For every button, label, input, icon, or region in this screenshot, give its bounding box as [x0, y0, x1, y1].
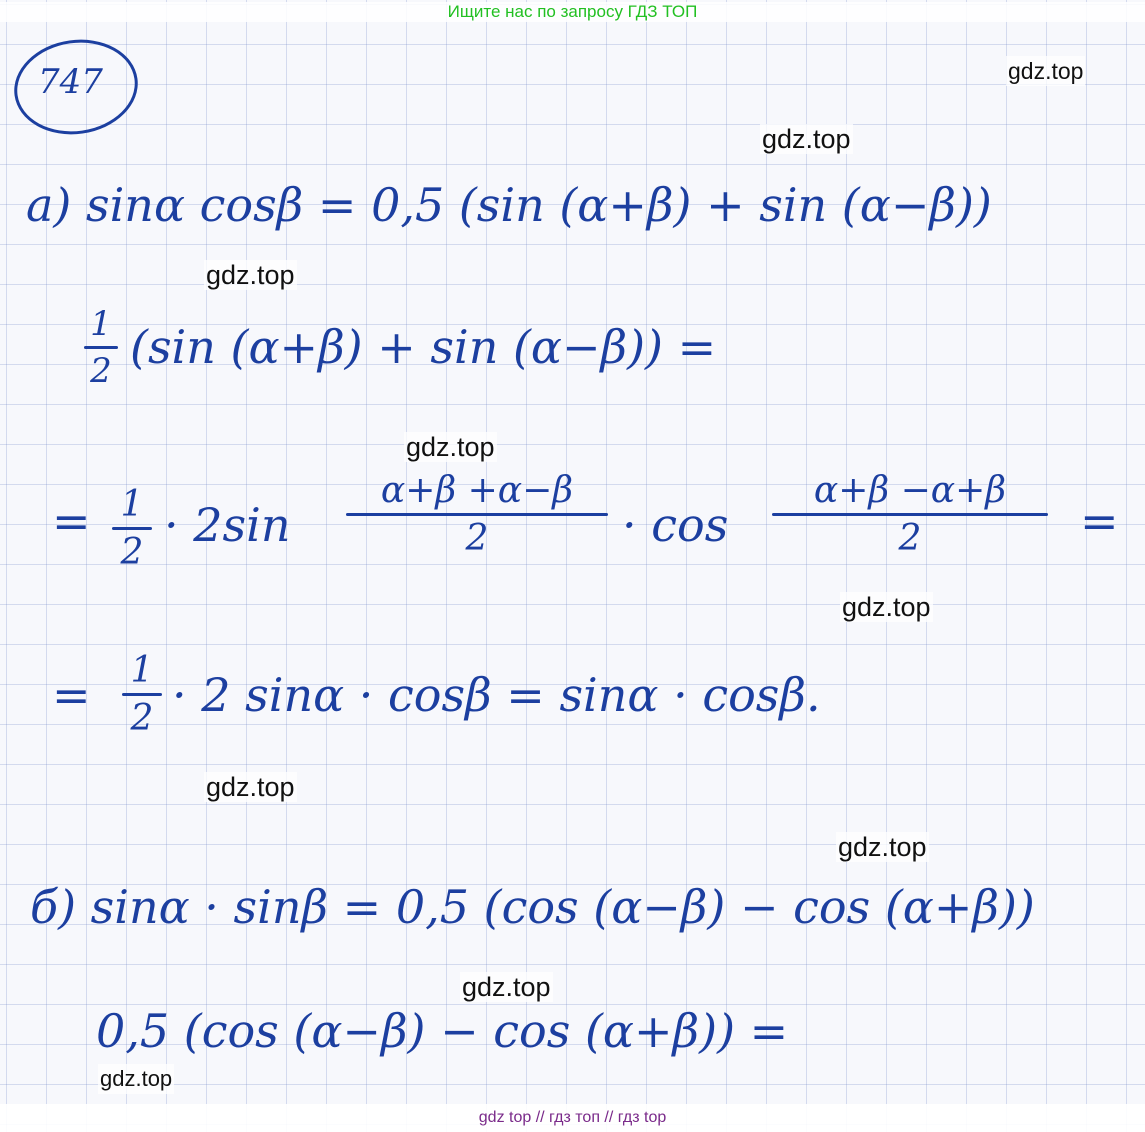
cos-term: · cos	[622, 498, 729, 552]
equals-sign: =	[52, 494, 91, 548]
fraction-bar	[346, 513, 608, 516]
watermark: gdz.top	[842, 592, 931, 622]
fraction-numerator: 1	[90, 304, 112, 344]
equals-sign: =	[1080, 494, 1119, 548]
fraction-numerator: α+β +α−β	[380, 470, 574, 511]
fraction-denominator: 2	[130, 698, 154, 739]
header-search-link[interactable]: Ищите нас по запросу ГДЗ ТОП	[0, 2, 1145, 22]
sin-argument-fraction	[346, 470, 608, 559]
fraction-denominator: 2	[120, 532, 144, 573]
watermark: gdz.top	[98, 1064, 174, 1094]
cos-argument-fraction	[772, 470, 1048, 559]
fraction-one-half	[112, 484, 152, 573]
fraction-one-half	[122, 650, 162, 739]
watermark: gdz.top	[206, 260, 295, 290]
part-b-line-2: 0,5 (cos (α−β) − cos (α+β)) =	[96, 1004, 789, 1058]
fraction-numerator: 1	[130, 650, 154, 691]
watermark: gdz.top	[206, 772, 295, 802]
two-sin-term: · 2sin	[164, 498, 291, 552]
fraction-denominator: 2	[465, 518, 489, 559]
equals-sign: =	[52, 668, 91, 722]
watermark: gdz.top	[838, 832, 927, 862]
fraction-numerator: 1	[120, 484, 144, 525]
fraction-bar	[112, 527, 152, 530]
watermark: gdz.top	[762, 124, 851, 154]
fraction-denominator: 2	[898, 518, 922, 559]
fraction-denominator: 2	[90, 351, 112, 391]
task-number: 747	[38, 62, 103, 102]
part-a-statement: а) sinα cosβ = 0,5 (sin (α+β) + sin (α−β))	[26, 178, 992, 232]
fraction-bar	[122, 693, 162, 696]
part-a-result: · 2 sinα · cosβ = sinα · cosβ.	[172, 668, 821, 722]
part-a-line-2-expression: (sin (α+β) + sin (α−β)) =	[130, 320, 717, 374]
fraction-bar	[84, 346, 118, 349]
watermark: gdz.top	[1008, 58, 1084, 84]
watermark: gdz.top	[406, 432, 495, 462]
watermark: gdz.top	[462, 972, 551, 1002]
fraction-one-half	[84, 304, 118, 391]
part-b-statement: б) sinα · sinβ = 0,5 (cos (α−β) − cos (α+β))	[30, 880, 1035, 934]
footer-links[interactable]: gdz top // гдз топ // гдз top	[0, 1104, 1145, 1132]
fraction-numerator: α+β −α+β	[813, 470, 1007, 511]
fraction-bar	[772, 513, 1048, 516]
